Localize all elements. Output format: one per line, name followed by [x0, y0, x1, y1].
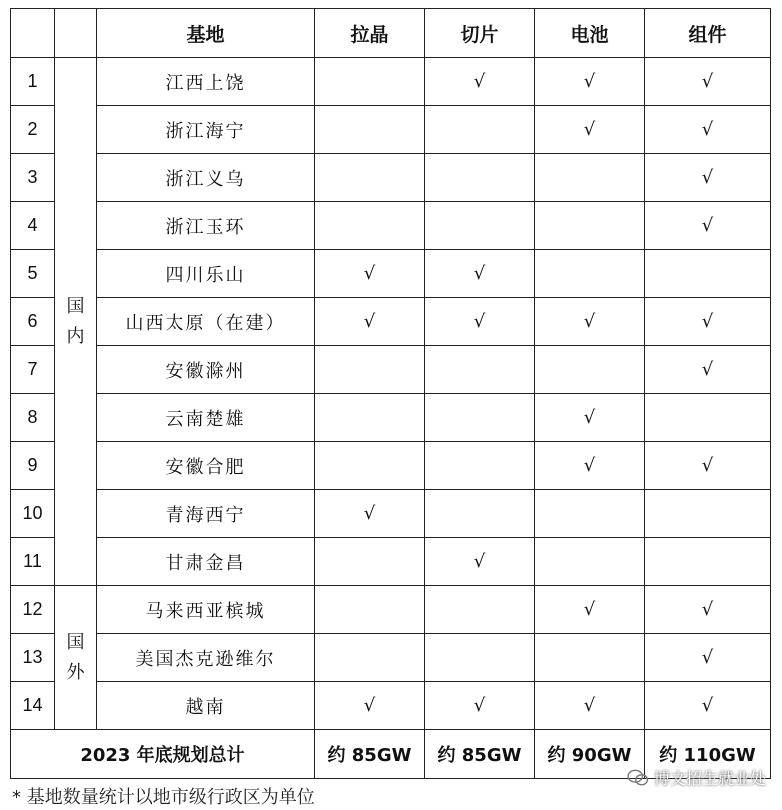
total-wafer: 约 85GW [425, 730, 535, 779]
check-wafer: √ [425, 682, 535, 730]
check-cell [535, 202, 645, 250]
row-index: 14 [11, 682, 55, 730]
table-row [11, 442, 771, 490]
check-cell: √ [535, 106, 645, 154]
base-name: 安徽合肥 [97, 442, 315, 490]
region-label-char: 内 [66, 325, 85, 347]
total-ingot: 约 85GW [315, 730, 425, 779]
check-module [645, 394, 771, 442]
base-name: 美国杰克逊维尔 [97, 634, 315, 682]
check-module: √ [645, 586, 771, 634]
base-name: 安徽滁州 [97, 346, 315, 394]
wechat-icon [627, 769, 649, 787]
row-index: 11 [11, 538, 55, 586]
base-name: 青海西宁 [97, 490, 315, 538]
total-label: 2023 年底规划总计 [11, 730, 315, 779]
check-cell [535, 250, 645, 298]
row-index: 4 [11, 202, 55, 250]
row-index: 10 [11, 490, 55, 538]
base-name: 甘肃金昌 [97, 538, 315, 586]
check-wafer [425, 442, 535, 490]
check-ingot [315, 442, 425, 490]
check-module: √ [645, 106, 771, 154]
total-module: 约 110GW [645, 730, 771, 779]
check-wafer: √ [425, 298, 535, 346]
footnote: * 基地数量统计以地市级行政区为单位 [12, 787, 315, 808]
base-name: 浙江义乌 [97, 154, 315, 202]
row-index: 2 [11, 106, 55, 154]
check-cell [535, 490, 645, 538]
check-ingot [315, 346, 425, 394]
check-module: √ [645, 58, 771, 106]
check-module [645, 538, 771, 586]
check-wafer: √ [425, 250, 535, 298]
base-name: 云南楚雄 [97, 394, 315, 442]
table-row [11, 154, 771, 202]
check-module: √ [645, 682, 771, 730]
check-ingot [315, 154, 425, 202]
check-wafer [425, 586, 535, 634]
table-row [11, 346, 771, 394]
check-ingot [315, 202, 425, 250]
check-ingot [315, 538, 425, 586]
base-name: 四川乐山 [97, 250, 315, 298]
table-row [11, 202, 771, 250]
base-name: 浙江海宁 [97, 106, 315, 154]
row-index: 3 [11, 154, 55, 202]
region-label-char: 国 [66, 631, 85, 653]
check-wafer [425, 346, 535, 394]
row-index: 12 [11, 586, 55, 634]
row-index: 5 [11, 250, 55, 298]
check-module: √ [645, 202, 771, 250]
check-ingot [315, 634, 425, 682]
table-row [11, 682, 771, 730]
header-cell: 电池 [535, 9, 645, 58]
check-wafer [425, 202, 535, 250]
row-index: 13 [11, 634, 55, 682]
check-module [645, 490, 771, 538]
header-index [11, 9, 55, 58]
table-row [11, 250, 771, 298]
region-label-char: 外 [66, 661, 85, 683]
region-label-char: 国 [66, 295, 85, 317]
table-row [11, 58, 771, 106]
header-base: 基地 [97, 9, 315, 58]
row-index: 7 [11, 346, 55, 394]
check-module [645, 250, 771, 298]
check-module: √ [645, 442, 771, 490]
check-cell [535, 346, 645, 394]
check-wafer: √ [425, 58, 535, 106]
table-row [11, 298, 771, 346]
production-base-table [10, 8, 771, 779]
header-wafer: 切片 [425, 9, 535, 58]
check-ingot: √ [315, 490, 425, 538]
check-cell [535, 154, 645, 202]
check-wafer [425, 106, 535, 154]
check-ingot: √ [315, 250, 425, 298]
check-module: √ [645, 154, 771, 202]
watermark-text: 博文招生就业处 [653, 769, 766, 788]
base-name: 越南 [97, 682, 315, 730]
check-ingot [315, 586, 425, 634]
check-cell: √ [535, 298, 645, 346]
row-index: 8 [11, 394, 55, 442]
header-row [11, 9, 771, 58]
table-row [11, 634, 771, 682]
header-module: 组件 [645, 9, 771, 58]
region-overseas [55, 586, 97, 730]
header-region [55, 9, 97, 58]
check-cell [535, 538, 645, 586]
table-row [11, 538, 771, 586]
base-name: 山西太原（在建） [97, 298, 315, 346]
check-wafer [425, 634, 535, 682]
check-cell: √ [535, 394, 645, 442]
check-module: √ [645, 298, 771, 346]
base-name: 浙江玉环 [97, 202, 315, 250]
check-cell: √ [535, 58, 645, 106]
table-row [11, 490, 771, 538]
check-cell [535, 634, 645, 682]
region-domestic [55, 58, 97, 586]
check-ingot: √ [315, 298, 425, 346]
base-name: 马来西亚槟城 [97, 586, 315, 634]
check-ingot [315, 58, 425, 106]
check-module: √ [645, 346, 771, 394]
table-row [11, 586, 771, 634]
total-cell: 约 90GW [535, 730, 645, 779]
header-ingot: 拉晶 [315, 9, 425, 58]
check-ingot [315, 394, 425, 442]
check-wafer [425, 154, 535, 202]
check-cell: √ [535, 586, 645, 634]
check-cell: √ [535, 442, 645, 490]
row-index: 9 [11, 442, 55, 490]
table-row [11, 106, 771, 154]
check-wafer [425, 490, 535, 538]
check-wafer: √ [425, 538, 535, 586]
row-index: 6 [11, 298, 55, 346]
base-name: 江西上饶 [97, 58, 315, 106]
check-cell: √ [535, 682, 645, 730]
check-module: √ [645, 634, 771, 682]
watermark [627, 766, 766, 789]
check-wafer [425, 394, 535, 442]
row-index: 1 [11, 58, 55, 106]
table-row [11, 394, 771, 442]
check-ingot [315, 106, 425, 154]
check-ingot: √ [315, 682, 425, 730]
